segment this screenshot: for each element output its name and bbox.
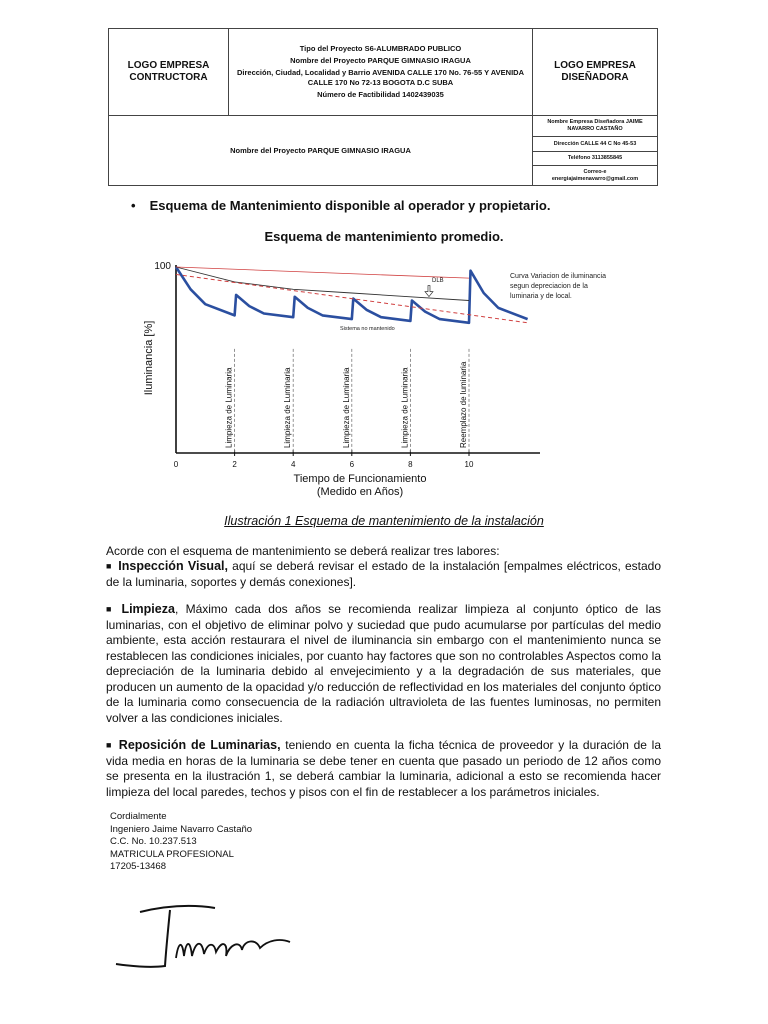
email-label: Correo-e: [583, 168, 607, 175]
license-number: 17205-13468: [110, 861, 166, 872]
header-table: [108, 28, 658, 186]
legend-line-2: segun depreciacion de la: [510, 283, 588, 290]
closing: Cordialmente: [110, 811, 167, 822]
unmaintained-label: Sistema no mantenido: [340, 326, 395, 332]
handwritten-signature: [110, 900, 310, 980]
event-label: Reemplazo de luminaria: [459, 361, 468, 448]
maintenance-heading: • Esquema de Mantenimiento disponible al operador y propietario.: [131, 198, 551, 213]
project-info: [229, 29, 533, 115]
project-address: Dirección, Ciudad, Localidad y Barrio AVENIDA CALLE 170 No. 76-55 Y AVENIDA CALLE 170 No 72-13 BOGOTA D.C SUBA: [236, 68, 524, 87]
x-tick-label: 6: [349, 460, 355, 469]
item-text: , Máximo cada dos años se recomienda realizar limpieza al conjunto óptico de las luminarias, con el objetivo de eliminar polvo y suciedad que pudo acumularse por partículas del medio ambiente, esta acción restaurara el nivel de iluminancia sin embargo con el mantenimiento nunca se restablecen las condiciones iniciales, por cuanto hay factores que son no controlables Aspectos como la depreciación de la luminaria debido al envejecimiento y a la degradación de sus materiales, que producen un aumento de la opacidad y/o reducción de reflectividad en los materiales del conjunto óptico de la luminaria como consecuencia de la radiación ultravioleta de las fuentes luminosas, no permiten volver a las condiciones iniciales.: [106, 602, 662, 725]
maintenance-chart: [140, 253, 640, 503]
item-title: Limpieza: [121, 602, 175, 616]
intro-text: Acorde con el esquema de mantenimiento se deberá realizar tres labores:: [106, 544, 500, 558]
legend-line-1: Curva Variacion de iluminancia: [510, 273, 606, 280]
event-label: Limpieza de Luminaria: [341, 367, 351, 448]
designer-phone: Teléfono 3113855845: [533, 152, 657, 166]
x-tick-label: 8: [408, 460, 413, 469]
designer-name: Nombre Empresa Diseñadora JAIME NAVARRO CASTAÑO: [533, 115, 657, 137]
x-axis-label: Tiempo de Funcionamiento: [293, 473, 427, 485]
item-text: teniendo en cuenta la ficha técnica de proveedor y la duración de la vida media en horas de la luminaria se debe tener en cuenta que pasado un periodo de 12 años como se presenta en la ilustración 1, se deberá cambiar la luminaria, adicional a esto se recomienda hacer limpieza del local paredes, techos y pisos con el fin de restablecer a los parámetros iniciales.: [106, 738, 661, 799]
event-label: Limpieza de Luminaria: [283, 367, 293, 448]
reference-line: [176, 267, 469, 278]
event-label: Limpieza de Luminaria: [224, 367, 234, 448]
item-title: Reposición de Luminarias,: [118, 738, 281, 752]
item-cleaning: ■ Limpieza, Máximo cada dos años se recomienda realizar limpieza al conjunto óptico de las luminarias, con el objetivo de eliminar polvo y suciedad que pudo acumularse por partículas del medio ambiente, esta acción restaurara el nivel de iluminancia sin embargo con el mantenimiento nunca se restablecen las condiciones iniciales, por cuanto hay factores que son no controlables Aspectos como la depreciación de la luminaria debido al envejecimiento y a la degradación de sus materiales, que producen un aumento de la opacidad y/o reducción de reflectividad en los materiales del conjunto óptico de la luminaria como consecuencia de la radiación ultravioleta de las fuentes luminosas, no permiten volver a las condiciones iniciales.: [106, 602, 662, 725]
x-tick-label: 2: [232, 460, 237, 469]
y-axis-label: Iluminancia [%]: [143, 320, 155, 396]
series-illuminance-curve: [176, 267, 528, 323]
x-tick-label: 10: [464, 460, 474, 469]
item-title: Inspección Visual,: [118, 559, 228, 573]
series-dlb: [176, 267, 469, 301]
signer-id: C.C. No. 10.237.513: [110, 836, 197, 847]
event-label: Limpieza de Luminaria: [400, 367, 410, 448]
item-text: aquí se deberá revisar el estado de la instalación [empalmes eléctricos, estado de la luminaria, soportes y demás conexiones].: [106, 559, 661, 589]
figure-caption: Ilustración 1 Esquema de mantenimiento de la instalación: [224, 514, 544, 528]
y-tick-100: 100: [154, 261, 171, 272]
designer-address: Dirección CALLE 44 C No 45-53: [533, 137, 657, 152]
designer-email-cell: [533, 166, 657, 185]
license-label: MATRICULA PROFESIONAL: [110, 848, 234, 860]
project-name-line: Nombre del Proyecto PARQUE GIMNASIO IRAGUA: [290, 56, 471, 65]
item-replacement: ■ Reposición de Luminarias, teniendo en cuenta la ficha técnica de proveedor y la duración de la vida media en horas de la luminaria se debe tener en cuenta que pasado un periodo de 12 años como se presenta en la ilustración 1, se deberá cambiar la luminaria, adicional a esto se recomienda hacer limpieza del local paredes, techos y pisos con el fin de restablecer a los parámetros iniciales.: [106, 738, 661, 799]
logo-contractor: LOGO EMPRESA CONTRUCTORA: [109, 29, 229, 115]
email-value: energiajaimenavarro@gmail.com: [551, 175, 639, 182]
x-axis-label-2: (Medido en Años): [316, 486, 404, 498]
logo-designer: LOGO EMPRESA DISEÑADORA: [554, 60, 636, 83]
project-name: Nombre del Proyecto PARQUE GIMNASIO IRAGUA: [109, 115, 533, 185]
x-tick-label: 0: [173, 460, 179, 469]
dlb-arrow-icon: [425, 286, 433, 297]
item-inspection: ■ Inspección Visual, aquí se deberá revisar el estado de la instalación [empalmes eléctricos, estado de la luminaria, soportes y demás conexiones].: [106, 559, 661, 589]
x-tick-label: 4: [290, 460, 296, 469]
legend-line-3: luminaria y de local.: [510, 293, 572, 300]
signature-block: [110, 811, 252, 874]
signer-name: Ingeniero Jaime Navarro Castaño: [110, 823, 253, 835]
chart-subtitle: Esquema de mantenimiento promedio.: [264, 229, 504, 244]
project-type: Tipo del Proyecto S6-ALUMBRADO PUBLICO: [299, 44, 462, 53]
feasibility-number: Número de Factibilidad 1402439035: [317, 90, 444, 99]
dlb-label: DLB: [432, 278, 444, 284]
